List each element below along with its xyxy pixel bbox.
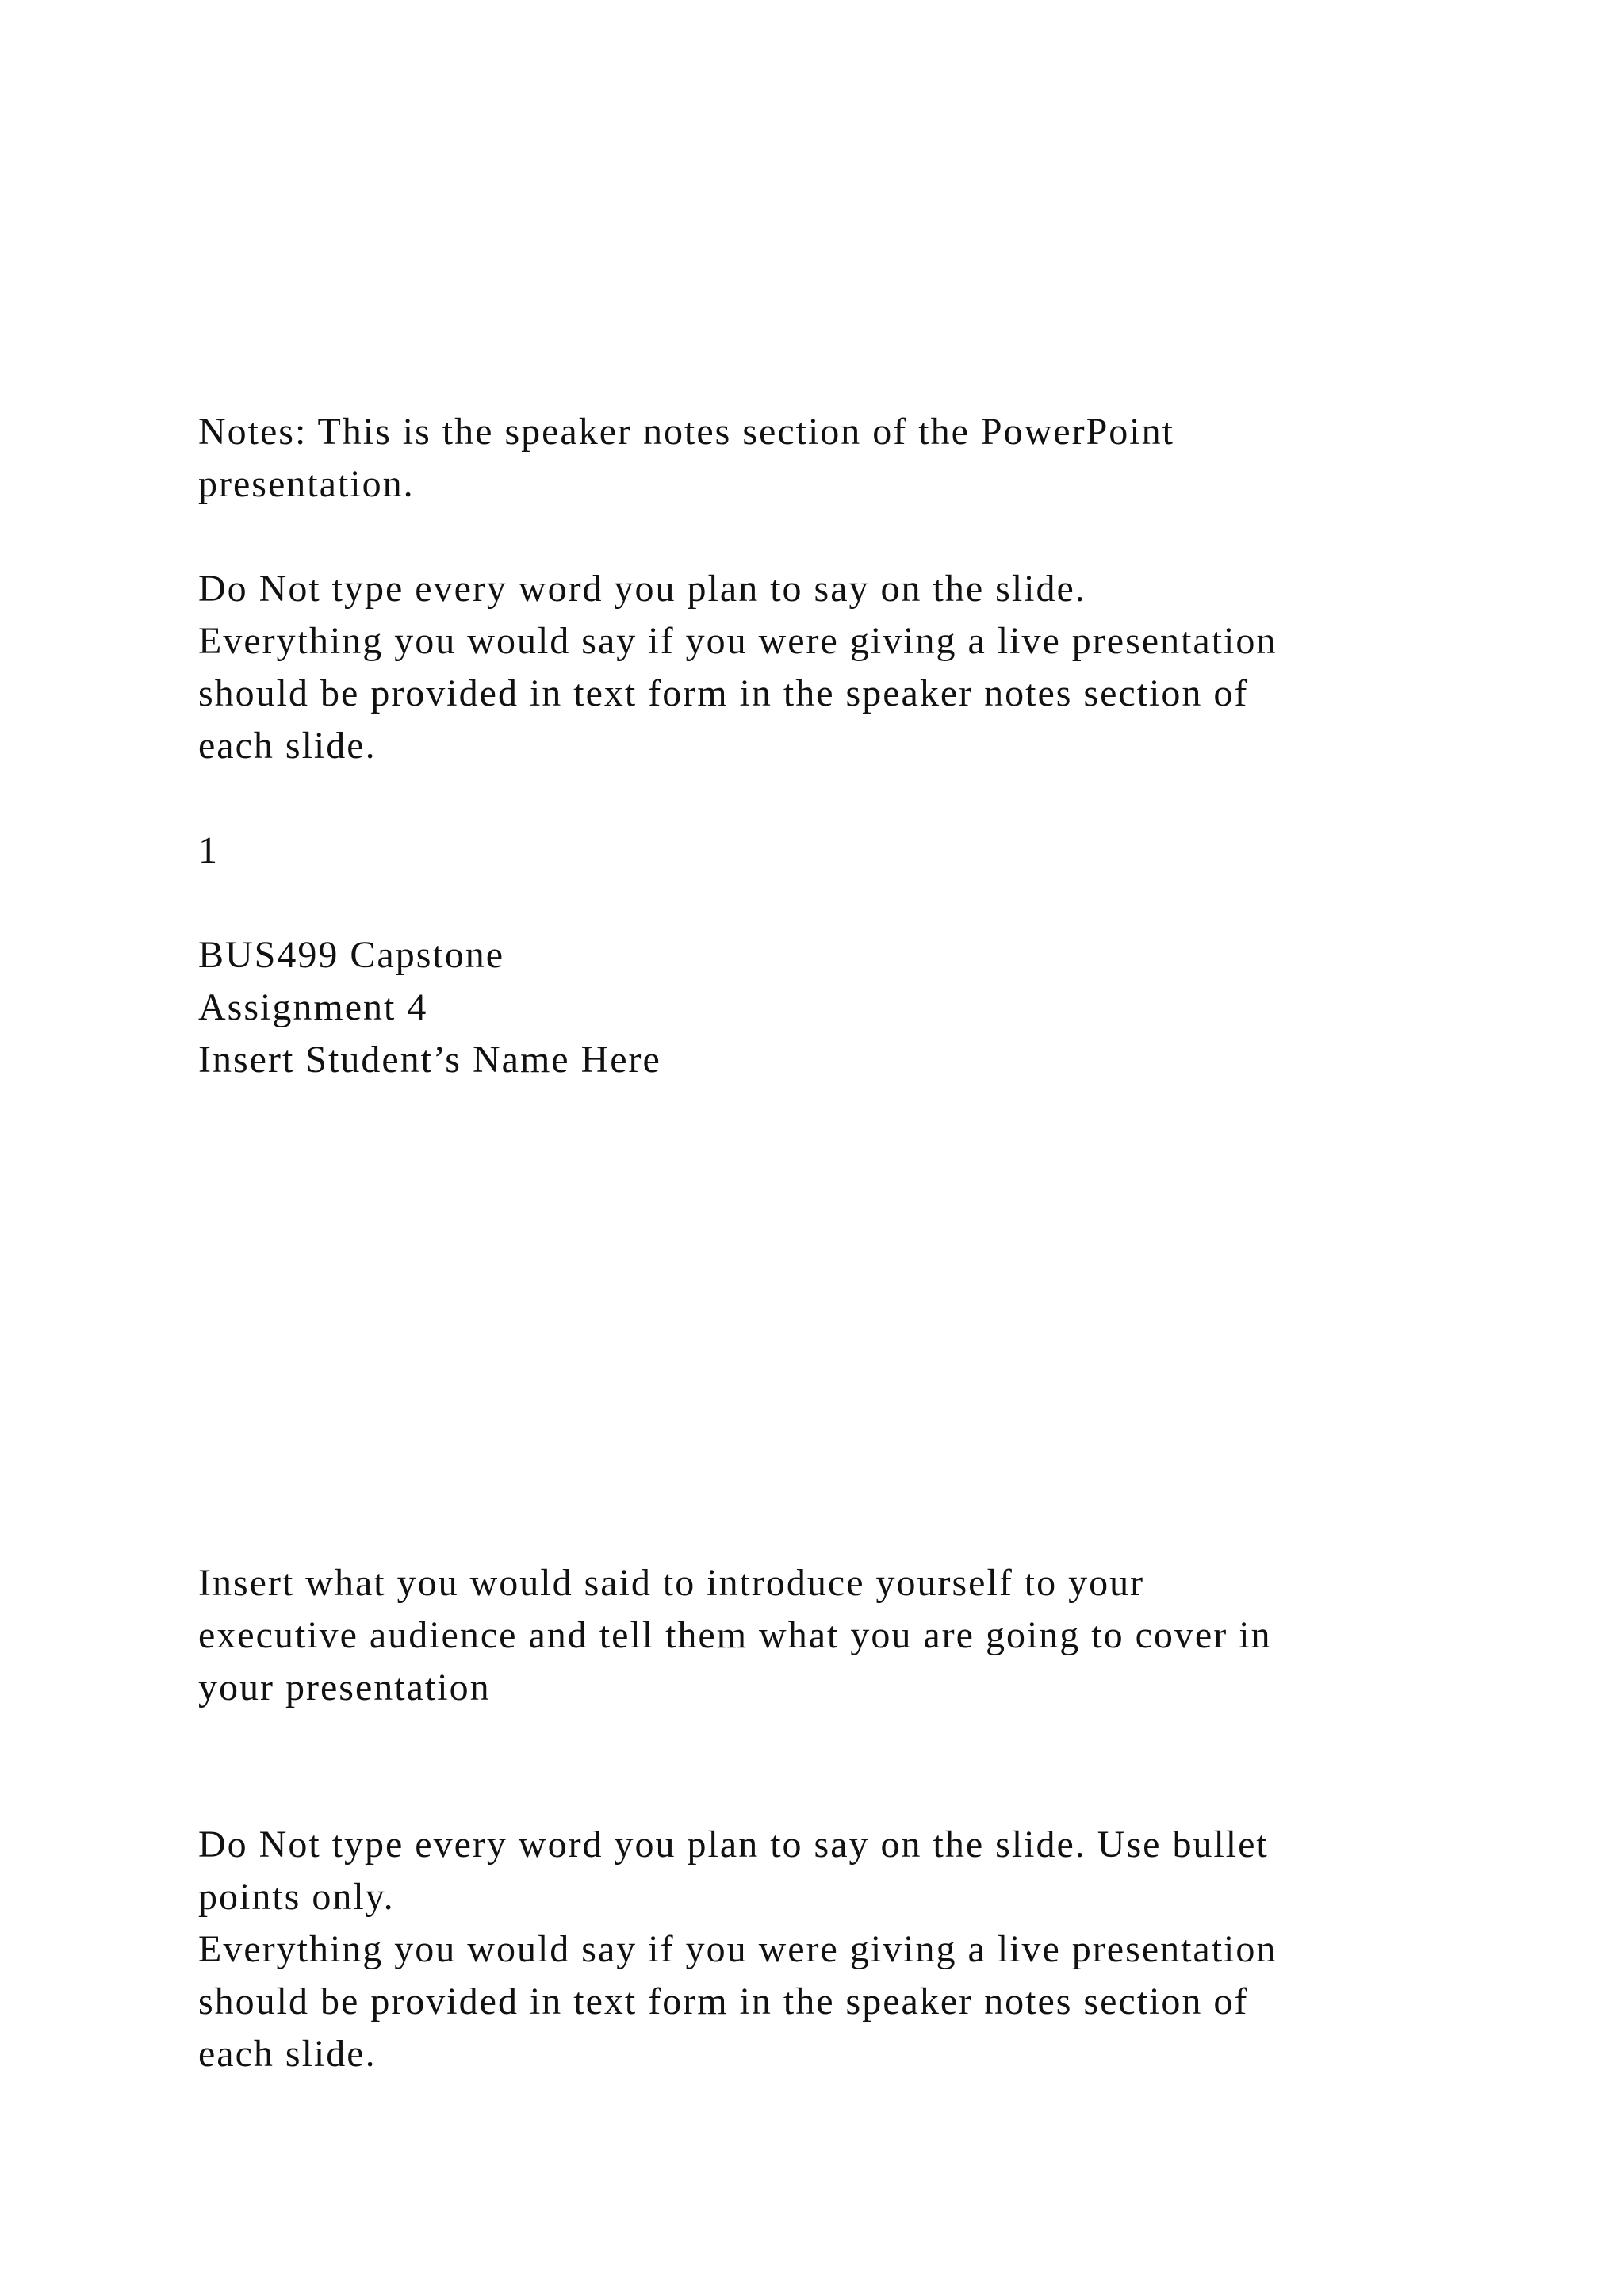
instruction-line-3: should be provided in text form in the speaker notes section of — [198, 672, 1249, 714]
slide-number: 1 — [198, 829, 219, 871]
bullet-instruction-line-2: points only. — [198, 1876, 395, 1918]
intro-instruction-line-1: Insert what you would said to introduce yourself to your — [198, 1562, 1145, 1604]
bullet-instruction-line-4: should be provided in text form in the speaker notes section of — [198, 1980, 1249, 2022]
instruction-line-2: Everything you would say if you were giving a live presentation — [198, 620, 1277, 662]
notes-intro-line-2: presentation. — [198, 463, 415, 505]
instruction-line-4: each slide. — [198, 725, 377, 767]
intro-instruction-line-2: executive audience and tell them what you are going to cover in — [198, 1614, 1272, 1656]
intro-instruction-line-3: your presentation — [198, 1667, 491, 1709]
assignment-title: Assignment 4 — [198, 986, 428, 1028]
notes-intro-line-1: Notes: This is the speaker notes section of the PowerPoint — [198, 411, 1174, 453]
student-name-placeholder: Insert Student’s Name Here — [198, 1039, 661, 1081]
bullet-instruction-line-5: each slide. — [198, 2033, 377, 2075]
instruction-line-1: Do Not type every word you plan to say on the slide. — [198, 568, 1086, 610]
course-title: BUS499 Capstone — [198, 934, 505, 976]
bullet-instruction-line-3: Everything you would say if you were giving a live presentation — [198, 1928, 1277, 1970]
bullet-instruction-line-1: Do Not type every word you plan to say on the slide. Use bullet — [198, 1823, 1269, 1866]
